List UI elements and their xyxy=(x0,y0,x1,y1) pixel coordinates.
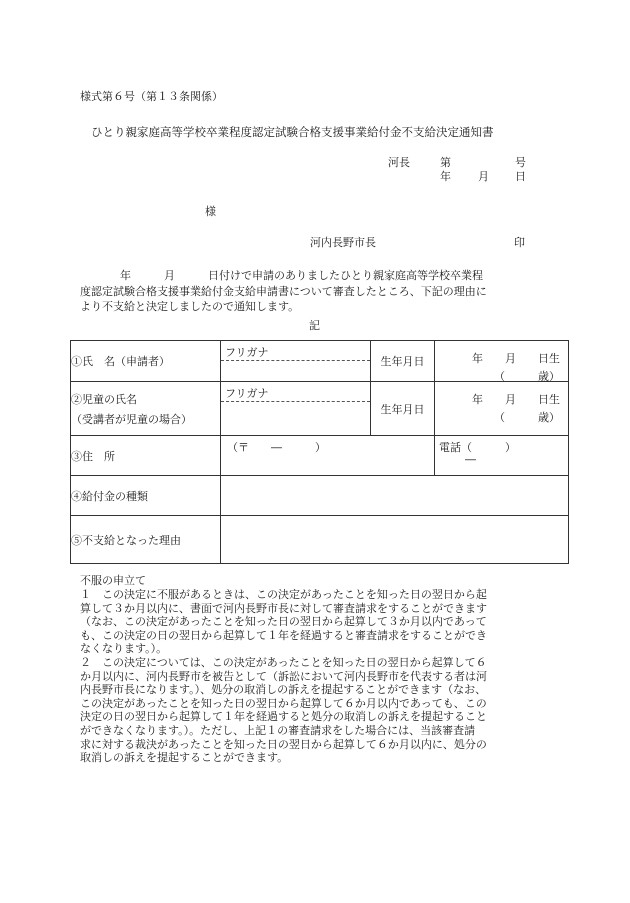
date-month: 月 xyxy=(478,170,489,183)
applicant-dob-cell[interactable] xyxy=(435,341,569,382)
body-line-3: より不支給と決定しましたので通知します。 xyxy=(80,300,300,313)
non-payment-reason-cell[interactable] xyxy=(221,516,569,564)
applicant-dob-date: 年 月 日生 xyxy=(472,352,560,365)
appeal-line: も、この決定の日の翌日から起算して１年を経過すると審査請求をすることができ xyxy=(80,628,487,642)
appeal-line: ２ この決定については、この決定があったことを知った日の翌日から起算して６ xyxy=(80,655,487,669)
non-payment-reason-label: ⑤不支給となった理由 xyxy=(71,516,221,564)
applicant-name-label: ①氏 名（申請者） xyxy=(71,341,221,382)
appeal-heading: 不服の申立て xyxy=(80,574,146,587)
appeal-line: 求に対する裁決があったことを知った日の翌日から起算して６か月以内に、処分の xyxy=(80,737,487,751)
doc-ref-office: 河長 xyxy=(388,156,410,169)
date-day: 日 xyxy=(515,170,526,183)
child-dob-label: 生年月日 xyxy=(371,382,435,436)
child-name-label-2: （受講者が児童の場合） xyxy=(71,412,192,426)
appeal-line: （なお、この決定があったことを知った日の翌日から起算して３か月以内であって xyxy=(80,615,487,629)
appeal-line: 決定の日の翌日から起算して１年を経過すると処分の取消しの訴えを提起すること xyxy=(80,710,487,724)
appeal-text xyxy=(80,588,487,765)
phone-dash: ― xyxy=(465,453,476,466)
phone-label: 電話（ ） xyxy=(439,441,516,454)
table-row xyxy=(71,436,569,476)
appeal-line: ができなくなります。）。ただし、上記１の審査請求をした場合には、当該審査請 xyxy=(80,723,476,737)
appeal-line: 内長野市長になります。）、処分の取消しの訴えを提起することができます（なお、 xyxy=(80,683,487,697)
address-label: ③住 所 xyxy=(71,436,221,476)
benefit-type-cell[interactable] xyxy=(221,476,569,516)
child-name-label xyxy=(71,382,221,436)
doc-ref-go: 号 xyxy=(515,156,526,169)
table-row xyxy=(71,516,569,564)
doc-ref-dai: 第 xyxy=(440,156,451,169)
child-furigana: フリガナ xyxy=(221,382,370,402)
body-line-1: 年 月 日付けで申請のありましたひとり親家庭高等学校卒業程 xyxy=(120,269,483,282)
ki-heading: 記 xyxy=(309,319,320,332)
child-dob-cell[interactable] xyxy=(435,382,569,436)
form-table xyxy=(70,340,569,564)
phone-cell[interactable] xyxy=(435,436,569,476)
appeal-line: 取消しの訴えを提起することができます。 xyxy=(80,751,289,765)
applicant-name-cell[interactable] xyxy=(221,341,371,382)
postal-code: （〒 ― ） xyxy=(227,441,326,454)
table-row xyxy=(71,341,569,382)
appeal-line: この決定があったことを知った日の翌日から起算して６か月以内であっても、この xyxy=(80,696,487,710)
table-row xyxy=(71,382,569,436)
date-year: 年 xyxy=(440,170,451,183)
issuer-name: 河内長野市長 xyxy=(310,236,376,249)
form-number: 様式第６号（第１３条関係） xyxy=(80,90,223,103)
addressee-suffix: 様 xyxy=(205,205,216,218)
body-line-2: 度認定試験合格支援事業給付金支給申請書について審査したところ、下記の理由に xyxy=(80,284,487,298)
child-name-label-1: ②児童の氏名 xyxy=(71,392,137,406)
benefit-type-label: ④給付金の種類 xyxy=(71,476,221,516)
appeal-line: 算して３か月以内に、書面で河内長野市長に対して審査請求をすることができます xyxy=(80,601,487,615)
child-name-cell[interactable] xyxy=(221,382,371,436)
document-title: ひとり親家庭高等学校卒業程度認定試験合格支援事業給付金不支給決定通知書 xyxy=(91,125,494,139)
child-dob-age: （ 歳） xyxy=(494,411,560,424)
issuer-seal: 印 xyxy=(514,236,525,249)
appeal-line: なくなります。）。 xyxy=(80,642,168,656)
applicant-dob-age: （ 歳） xyxy=(494,370,560,383)
appeal-line: １ この決定に不服があるときは、この決定があったことを知った日の翌日から起 xyxy=(80,588,487,601)
applicant-dob-label: 生年月日 xyxy=(371,341,435,382)
child-dob-date: 年 月 日生 xyxy=(472,393,560,406)
table-row xyxy=(71,476,569,516)
applicant-furigana: フリガナ xyxy=(221,341,370,361)
address-cell[interactable] xyxy=(221,436,435,476)
appeal-line: か月以内に、河内長野市を被告として（訴訟において河内長野市を代表する者は河 xyxy=(80,669,487,683)
